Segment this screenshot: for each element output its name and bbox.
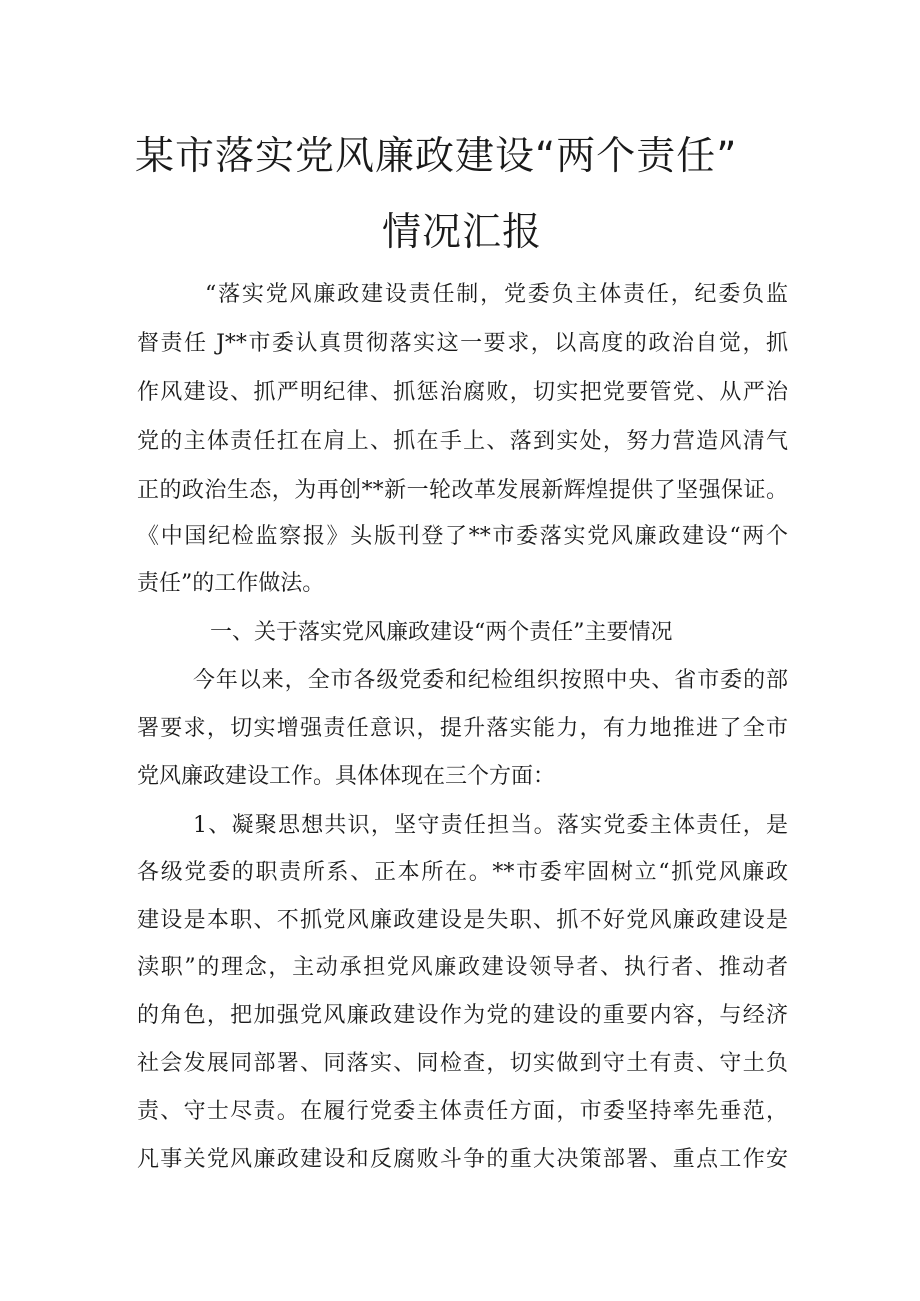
paragraph-1-line-7: 责任”的工作做法。 [137, 571, 325, 596]
paragraph-2-line-2: 署要求，切实增强责任意识，提升落实能力，有力地推进了全市 [137, 716, 788, 741]
paragraph-3-line-8: 凡事关党风廉政建设和反腐败斗争的重大决策部署、重点工作安 [137, 1147, 788, 1172]
paragraph-3-line-7: 责、守士尽责。在履行党委主体责任方面，市委坚持率先垂范， [137, 1099, 788, 1124]
document-title-line-2: 情况汇报 [381, 210, 542, 255]
paragraph-2-line-1: 今年以来，全市各级党委和纪检组织按照中央、省市委的部 [193, 668, 788, 693]
section-heading-1: 一、关于落实党风廉政建设“两个责任”主要情况 [210, 620, 673, 645]
paragraph-1-line-4: 党的主体责任扛在肩上、抓在手上、落到实处，努力营造风清气 [137, 429, 788, 454]
paragraph-3-line-1: 1、凝聚思想共识，坚守责任担当。落实党委主体责任，是 [193, 813, 788, 838]
paragraph-3-line-5: 的角色，把加强党风廉政建设作为党的建设的重要内容，与经济 [137, 1003, 788, 1028]
paragraph-1-line-2: 督责任 J**市委认真贯彻落实这一要求，以高度的政治自觉，抓 [137, 331, 788, 356]
paragraph-1-line-1: “落实党风廉政建设责任制，党委负主体责任，纪委负监 [205, 282, 788, 307]
paragraph-3-line-6: 社会发展同部署、同落实、同检查，切实做到守土有责、守土负 [137, 1051, 788, 1076]
paragraph-3-line-3: 建设是本职、不抓党风廉政建设是失职、抓不好党风廉政建设是 [137, 908, 788, 933]
document-title-line-1: 某市落实党风廉政建设“两个责任” [135, 134, 738, 179]
paragraph-1-line-5: 正的政治生态，为再创**新一轮改革发展新辉煌提供了坚强保证。 [137, 478, 788, 503]
paragraph-3-line-2: 各级党委的职责所系、正本所在。**市委牢固树立“抓党风廉政 [137, 860, 788, 885]
paragraph-1-line-6: 《中国纪检监察报》头版刊登了**市委落实党风廉政建设“两个 [137, 524, 788, 549]
paragraph-2-line-3: 党风廉政建设工作。具体体现在三个方面： [137, 764, 556, 789]
paragraph-3-line-4: 渎职”的理念，主动承担党风廉政建设领导者、执行者、推动者 [137, 955, 788, 980]
paragraph-1-line-3: 作风建设、抓严明纪律、抓惩治腐败，切实把党要管党、从严治 [137, 380, 788, 405]
